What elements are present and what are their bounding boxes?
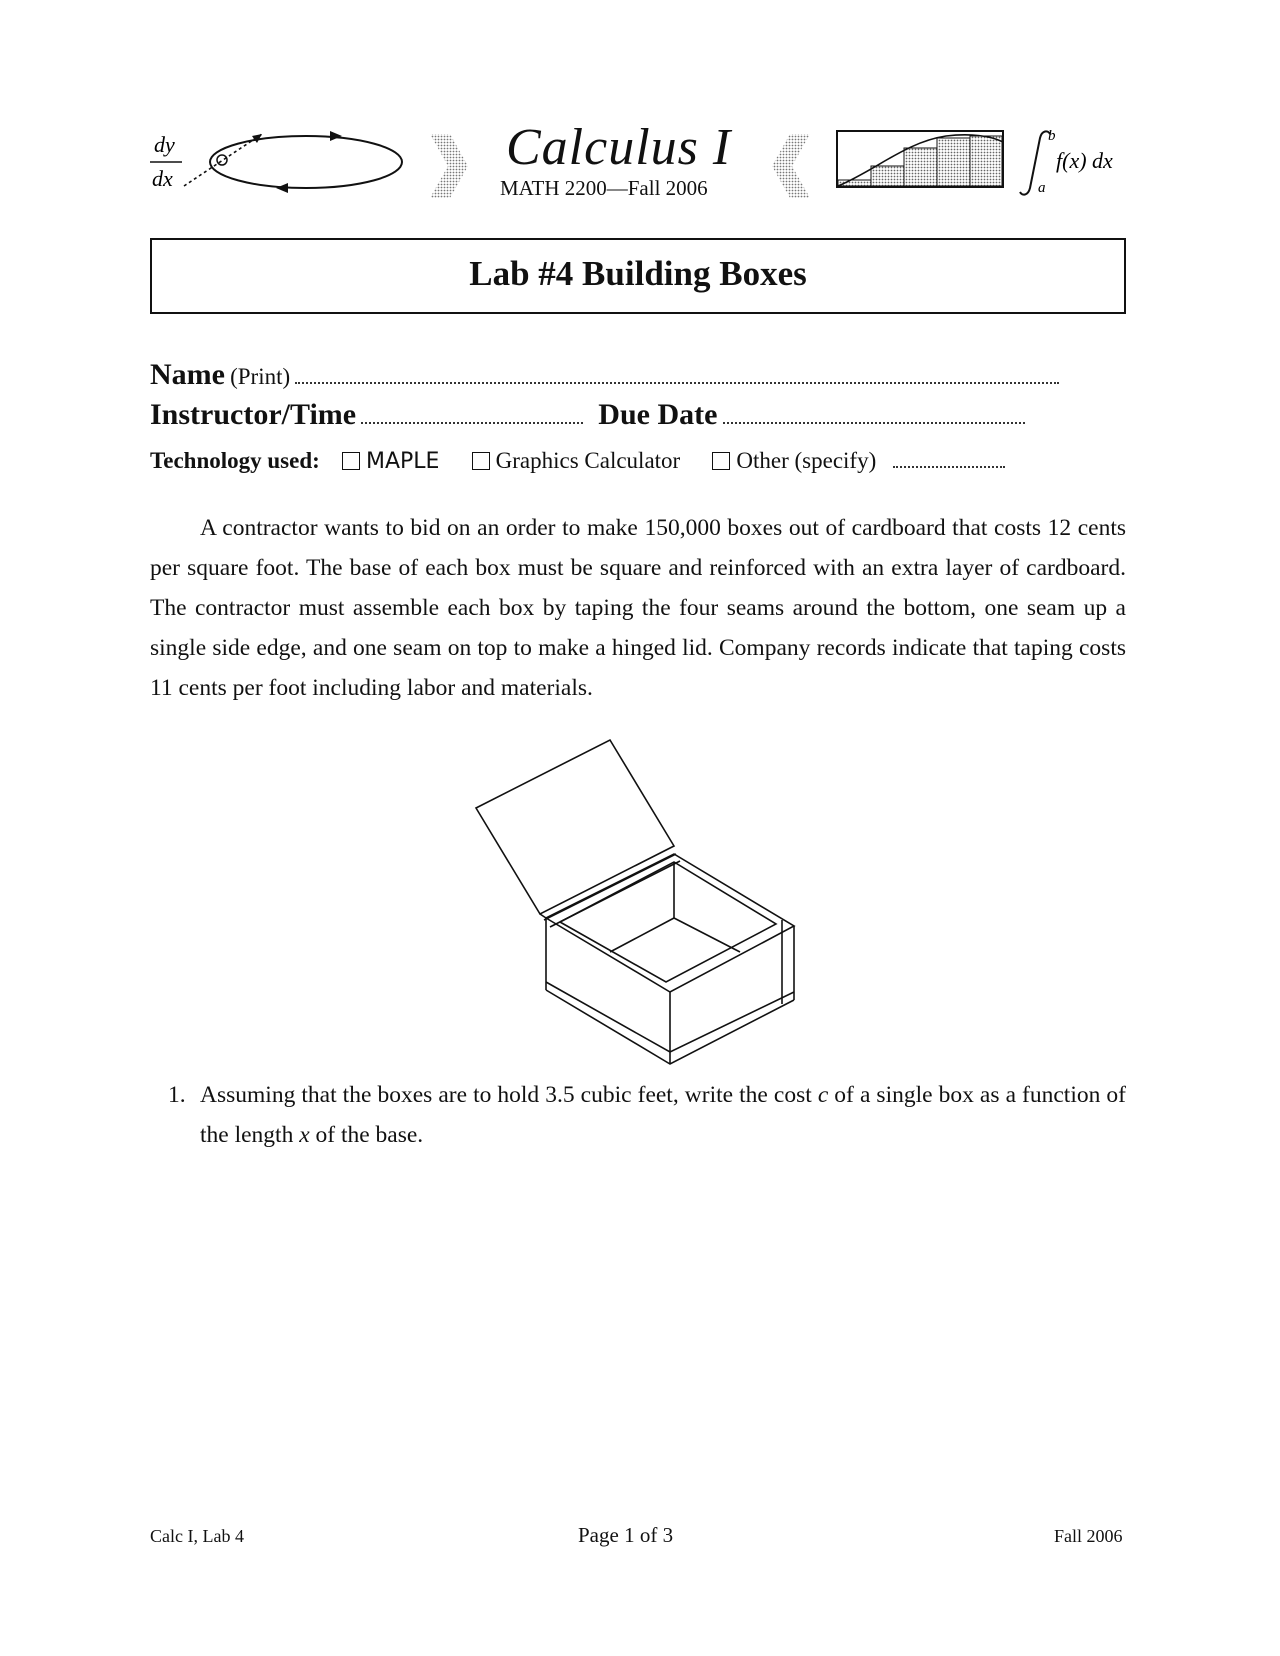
chevron-right-icon	[428, 132, 478, 202]
question-number: 1.	[168, 1082, 186, 1108]
graphics-calculator-checkbox[interactable]	[472, 452, 490, 470]
instructor-row	[150, 398, 1126, 432]
integral-lower: a	[1038, 180, 1046, 196]
riemann-sum-icon	[836, 130, 1012, 194]
question-text-part-b: of a single box as a function of the length	[200, 1082, 1127, 1148]
variable-c: c	[817, 1082, 829, 1108]
instructor-field[interactable]	[361, 400, 583, 424]
technology-row	[150, 444, 1126, 474]
dy-label: dy	[154, 132, 175, 157]
page-number: Page 1 of 3	[578, 1523, 674, 1547]
technology-label: Technology used:	[150, 448, 320, 473]
name-label: Name	[150, 358, 225, 391]
variable-x: x	[299, 1122, 310, 1148]
lab-title-box	[150, 238, 1126, 314]
maple-option-label: MAPLE	[365, 449, 440, 474]
question-text-part-c: of the base.	[309, 1122, 424, 1148]
other-option-label: Other (specify)	[736, 448, 877, 473]
name-hint: (Print)	[230, 364, 291, 389]
integral-upper: b	[1048, 128, 1056, 144]
name-field[interactable]	[295, 360, 1059, 384]
due-date-label: Due Date	[598, 398, 718, 431]
footer-right: Fall 2006	[1054, 1526, 1123, 1546]
graphics-calculator-option-label: Graphics Calculator	[495, 448, 681, 473]
other-checkbox[interactable]	[712, 452, 730, 470]
problem-paragraph: A contractor wants to bid on an order to make 150,000 boxes out of cardboard that costs 12 cents per square foot. The base of each box must be square and reinforced with an extra layer of cardboard. The contractor must assemble each box by taping the four seams around the bottom, one seam up a single side edge, and one seam on top to make a hinged lid. Company records indicate that taping costs 11 cents per foot including labor and materials.	[150, 515, 1126, 701]
integral-icon	[1010, 126, 1150, 206]
footer-left: Calc I, Lab 4	[150, 1526, 244, 1546]
dx-label: dx	[152, 166, 173, 191]
lab-title: Lab #4 Building Boxes	[469, 254, 807, 293]
question-text-part-a: Assuming that the boxes are to hold 3.5 cubic feet, write the cost	[200, 1082, 818, 1108]
question-text	[200, 1075, 1126, 1155]
instructor-label: Instructor/Time	[150, 398, 357, 431]
page-header	[0, 0, 1280, 220]
integral-expression: f(x) dx	[1056, 148, 1113, 173]
question-1	[168, 1075, 1126, 1155]
course-title: Calculus I	[506, 119, 732, 176]
open-box-figure	[460, 730, 820, 1070]
maple-checkbox[interactable]	[342, 452, 360, 470]
due-date-field[interactable]	[723, 400, 1025, 424]
course-subtitle: MATH 2200—Fall 2006	[500, 176, 708, 200]
other-specify-field[interactable]	[893, 444, 1005, 468]
derivative-ellipse-icon	[0, 0, 420, 220]
name-row	[150, 358, 1126, 392]
chevron-left-icon	[770, 132, 820, 202]
